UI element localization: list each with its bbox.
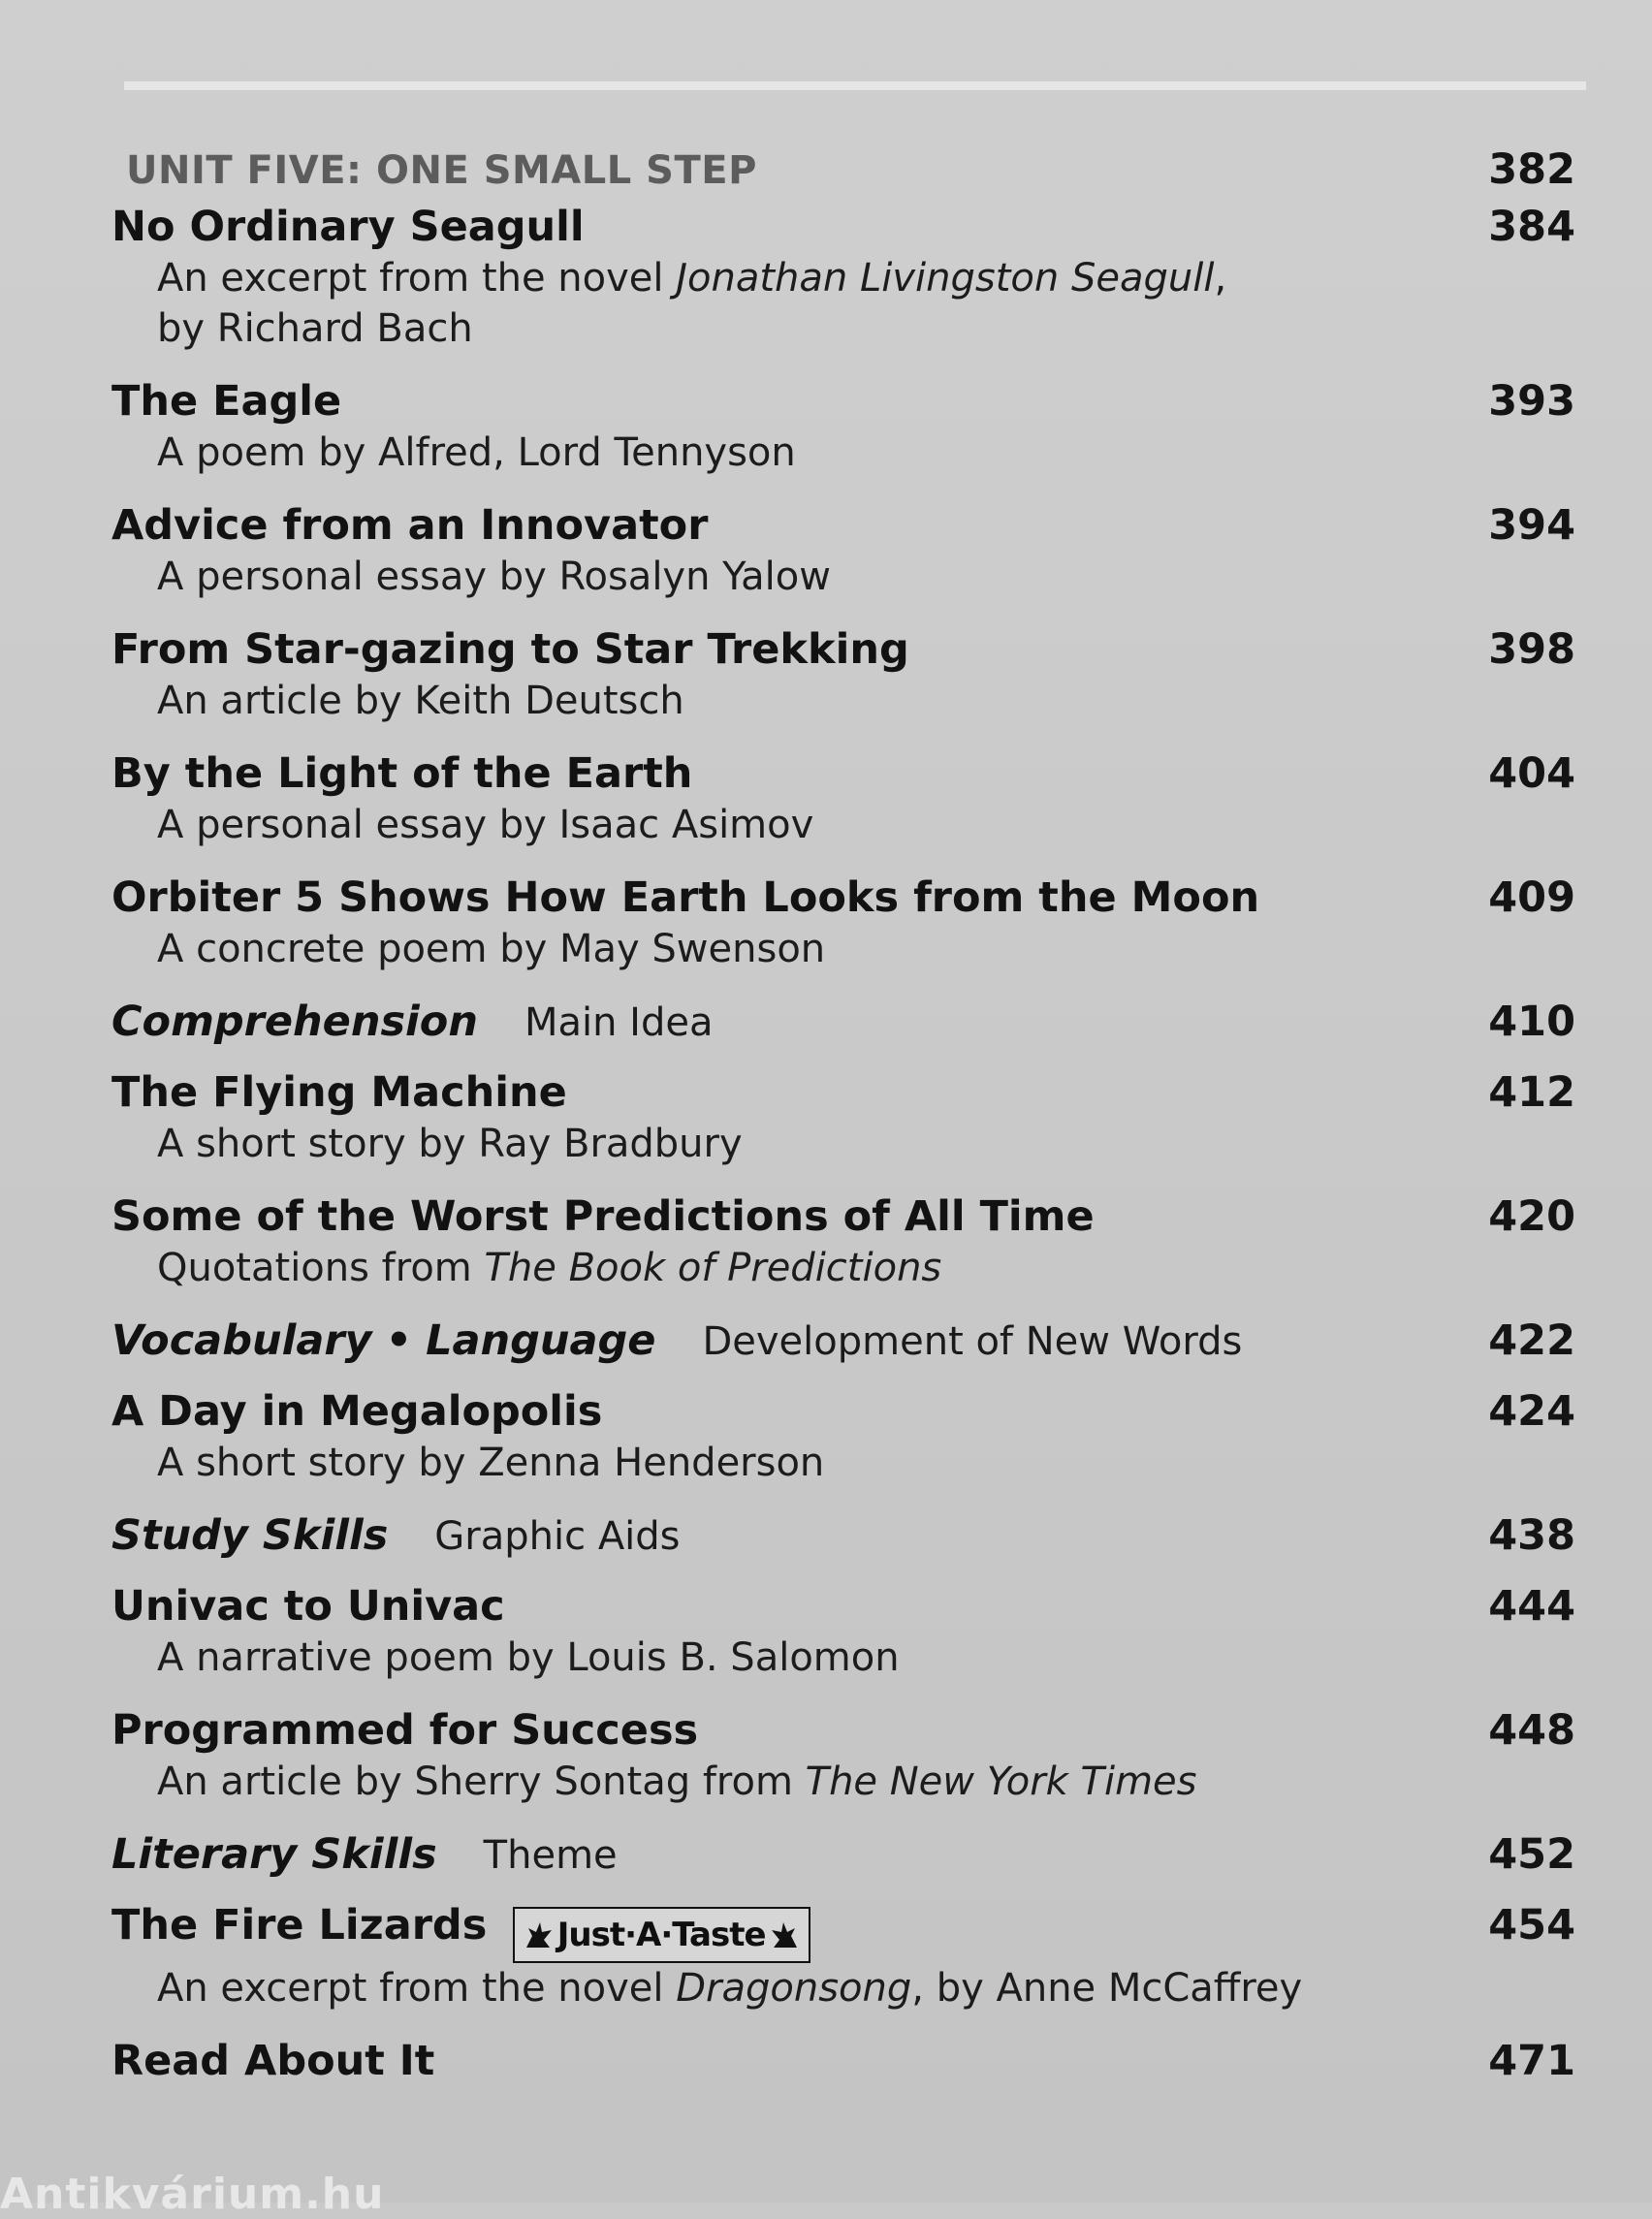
page-number: 422 [1488,1316,1575,1365]
entry-title: Programmed for Success [111,1706,699,1755]
toc-entry [111,1066,1585,1169]
entry-description: A personal essay by Rosalyn Yalow [157,555,831,599]
entry-title: A Day in Megalopolis [111,1387,603,1436]
entry-description: An excerpt from the novel Dragonsong, by Anne McCaffrey [157,1965,1303,2011]
feature-topic: Theme [483,1833,618,1878]
dragon-icon [524,1918,554,1951]
feature-topic: Development of New Words [702,1319,1243,1364]
page-number: 452 [1488,1830,1575,1879]
toc-feature-entry [111,1509,1585,1563]
feature-topic: Main Idea [524,1000,714,1045]
toc-entry [111,2035,1585,2087]
feature-title: Comprehension [111,998,478,1046]
dragon-icon [770,1918,799,1951]
bullet-separator: • [385,1316,413,1365]
entry-description: A concrete poem by May Swenson [157,927,826,971]
page-number: 404 [1488,749,1575,798]
page-number: 454 [1488,1901,1575,1950]
entry-description: A short story by Zenna Henderson [157,1441,825,1485]
page-number: 394 [1488,501,1575,550]
toc-feature-entry [111,1315,1585,1368]
badge-label: Just·A·Taste [556,1915,766,1954]
entry-title: By the Light of the Earth [111,749,693,798]
entry-description: An article by Keith Deutsch [157,679,684,723]
feature-topic: Graphic Aids [434,1514,681,1559]
page-number: 424 [1488,1387,1575,1436]
unit-title: UNIT FIVE: ONE SMALL STEP [126,148,757,193]
page-number: 444 [1488,1582,1575,1631]
unit-heading-row [111,141,1585,201]
toc-entry [111,747,1585,850]
feature-title: Literary Skills [111,1830,437,1879]
entry-title: The Fire Lizards [111,1901,488,1950]
entry-title: Read About It [111,2036,435,2085]
page-number: 384 [1488,203,1575,251]
toc-entry [111,623,1585,726]
watermark: Antikvárium.hu [0,2170,385,2219]
page-number: 412 [1488,1068,1575,1117]
entry-description: A short story by Ray Bradbury [157,1122,743,1166]
entry-description: A narrative poem by Louis B. Salomon [157,1635,900,1680]
toc-feature-entry [111,1828,1585,1882]
page-number: 382 [1488,145,1575,194]
page-number: 448 [1488,1706,1575,1755]
entry-title: Some of the Worst Predictions of All Time [111,1192,1095,1241]
page-number: 471 [1488,2036,1575,2085]
entry-title: Advice from an Innovator [111,501,709,550]
feature-title: Study Skills [111,1511,389,1560]
page-number: 398 [1488,625,1575,674]
toc-entry [111,872,1585,974]
toc-entry [111,499,1585,602]
table-of-contents [111,141,1585,2087]
page-number: 409 [1488,873,1575,922]
entry-description: A personal essay by Isaac Asimov [157,803,814,847]
toc-entry [111,1385,1585,1488]
feature-title: Vocabulary [111,1316,372,1365]
entry-title: The Flying Machine [111,1068,567,1117]
page-number: 410 [1488,998,1575,1046]
page-number: 420 [1488,1192,1575,1241]
entry-title: From Star-gazing to Star Trekking [111,625,909,674]
entry-title: Orbiter 5 Shows How Earth Looks from the Moon [111,873,1260,922]
top-rule [124,81,1586,90]
toc-entry [111,1704,1585,1807]
entry-title: No Ordinary Seagull [111,203,585,251]
entry-description-cont: by Richard Bach [157,306,473,351]
toc-entry [111,1190,1585,1293]
just-a-taste-badge [513,1907,810,1963]
toc-entry [111,1580,1585,1683]
entry-description: Quotations from The Book of Predictions [157,1246,942,1290]
entry-description: An article by Sherry Sontag from The New York Times [157,1759,1197,1804]
entry-description: An excerpt from the novel Jonathan Livingston Seagull, [157,256,1227,301]
toc-entry [111,1899,1585,2013]
entry-description: A poem by Alfred, Lord Tennyson [157,430,796,475]
page-number: 438 [1488,1511,1575,1560]
toc-entry [111,201,1585,354]
entry-title: Univac to Univac [111,1582,505,1631]
page-number: 393 [1488,377,1575,426]
toc-feature-entry [111,996,1585,1049]
feature-title-2: Language [426,1316,656,1365]
toc-entry [111,375,1585,478]
entry-title: The Eagle [111,377,342,426]
